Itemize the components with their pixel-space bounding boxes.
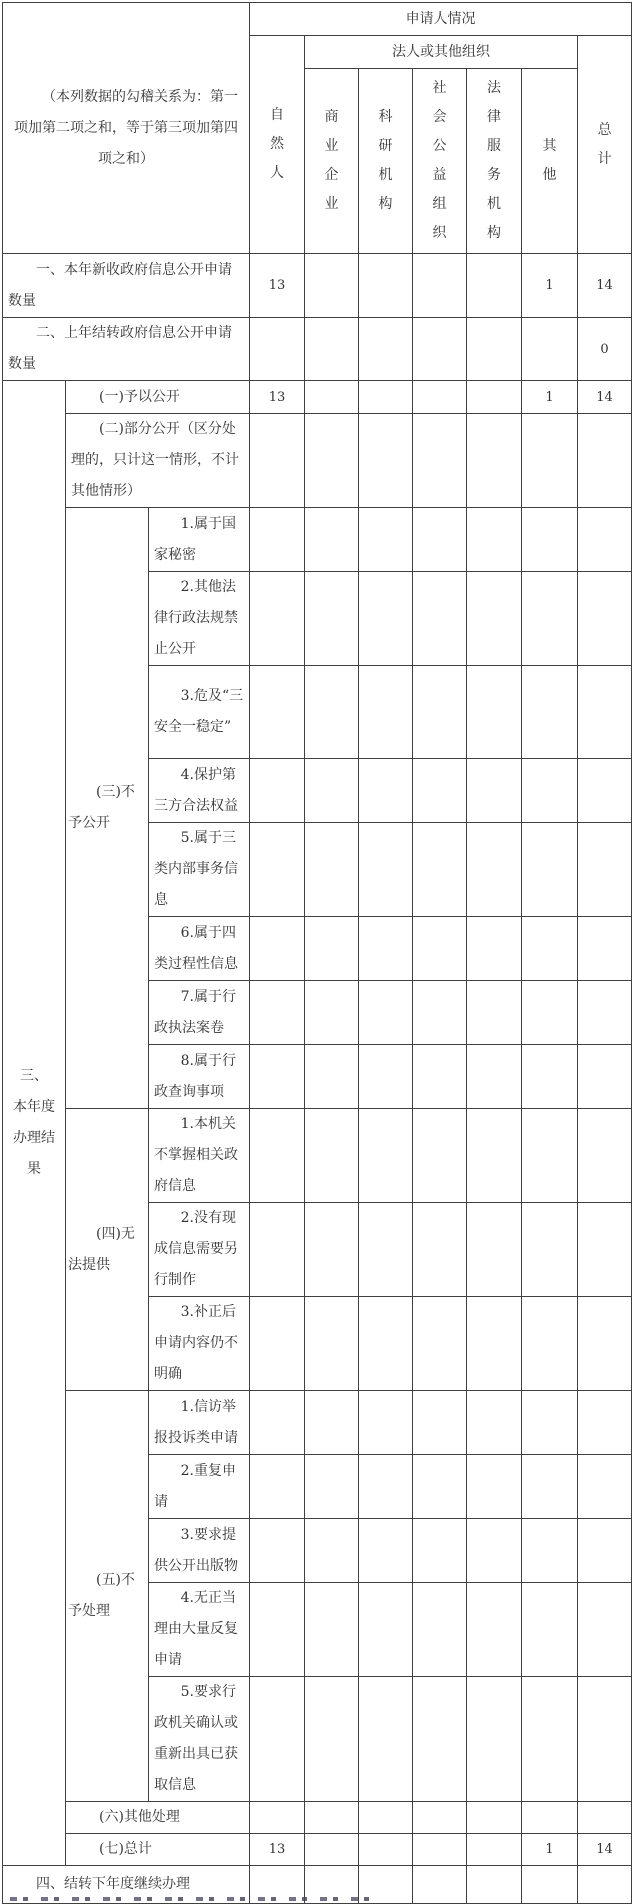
cell-other: 1 xyxy=(522,381,578,414)
col-header-research: 科研机构 xyxy=(359,69,413,254)
cell-total: 14 xyxy=(578,381,632,414)
row-label: 2.没有现成信息需要另行制作 xyxy=(149,1203,250,1297)
col-header-social-org: 社会公益组织 xyxy=(413,69,467,254)
row-label: 5.属于三类内部事务信息 xyxy=(149,823,250,917)
row-label: 1.本机关不掌握相关政府信息 xyxy=(149,1109,250,1203)
cell-total: 14 xyxy=(578,1834,632,1866)
row-label: 6.属于四类过程性信息 xyxy=(149,917,250,981)
row-label: 1.属于国家秘密 xyxy=(149,508,250,572)
row-label: 3.危及“三安全一稳定” xyxy=(149,666,250,759)
cell-natural: 13 xyxy=(250,1834,305,1866)
header-row-applicant xyxy=(3,3,632,36)
row-label: 4.无正当理由大量反复申请 xyxy=(149,1583,250,1677)
row-label: 4.保护第三方合法权益 xyxy=(149,759,250,823)
row-notprocessed-1 xyxy=(3,1391,632,1455)
row-label: 5.要求行政机关确认或重新出具已获取信息 xyxy=(149,1677,250,1802)
row-label: 8.属于行政查询事项 xyxy=(149,1045,250,1109)
row-label: (六)其他处理 xyxy=(66,1802,250,1834)
cell-total: 14 xyxy=(578,254,632,318)
row-label: (七)总计 xyxy=(66,1834,250,1866)
not-processed-label: (五)不予处理 xyxy=(66,1391,149,1802)
cell-other: 1 xyxy=(522,1834,578,1866)
row-granted xyxy=(3,381,632,414)
col-header-legal-service: 法律服务机构 xyxy=(467,69,522,254)
col-header-natural-person: 自然人 xyxy=(250,36,305,254)
disclosure-request-table xyxy=(2,2,632,1904)
row-other-handling xyxy=(3,1802,632,1834)
row-label: 二、上年结转政府信息公开申请数量 xyxy=(3,318,250,381)
header-applicant-group: 申请人情况 xyxy=(250,3,632,36)
cell-total: 0 xyxy=(578,318,632,381)
row-carried-over xyxy=(3,318,632,381)
row-partial xyxy=(3,414,632,508)
row-label: 3.补正后申请内容仍不明确 xyxy=(149,1297,250,1391)
cell-business xyxy=(305,254,359,318)
cell-research xyxy=(359,254,413,318)
row-label: 7.属于行政执法案卷 xyxy=(149,981,250,1045)
col-header-business: 商业企业 xyxy=(305,69,359,254)
row-unable-1 xyxy=(3,1109,632,1203)
cell-legal-service xyxy=(467,254,522,318)
denied-label: (三)不予公开 xyxy=(66,508,149,1109)
row-denied-1 xyxy=(3,508,632,572)
row-subtotal xyxy=(3,1834,632,1866)
row-label: 一、本年新收政府信息公开申请数量 xyxy=(3,254,250,318)
row-label: 2.重复申请 xyxy=(149,1455,250,1519)
cell-other: 1 xyxy=(522,254,578,318)
col-header-other: 其他 xyxy=(522,69,578,254)
row-label: (一)予以公开 xyxy=(66,381,250,414)
cell-natural: 13 xyxy=(250,381,305,414)
clipped-text-fragment xyxy=(10,1897,375,1901)
row-label: 四、结转下年度继续办理 xyxy=(3,1866,250,1904)
unable-label: (四)无法提供 xyxy=(66,1109,149,1391)
section3-label: 三、 本年度 办理结 果 xyxy=(3,381,66,1866)
cell-social xyxy=(413,254,467,318)
note-cell: （本列数据的勾稽关系为：第一项加第二项之和，等于第三项加第四项之和） xyxy=(3,3,250,254)
header-legal-group: 法人或其他组织 xyxy=(305,36,578,69)
row-label: (二)部分公开（区分处理的，只计这一情形，不计其他情形） xyxy=(66,414,250,508)
row-label: 3.要求提供公开出版物 xyxy=(149,1519,250,1583)
row-label: 1.信访举报投诉类申请 xyxy=(149,1391,250,1455)
col-header-total: 总计 xyxy=(578,36,632,254)
row-new-received xyxy=(3,254,632,318)
row-label: 2.其他法律行政法规禁止公开 xyxy=(149,572,250,666)
cell-natural: 13 xyxy=(250,254,305,318)
